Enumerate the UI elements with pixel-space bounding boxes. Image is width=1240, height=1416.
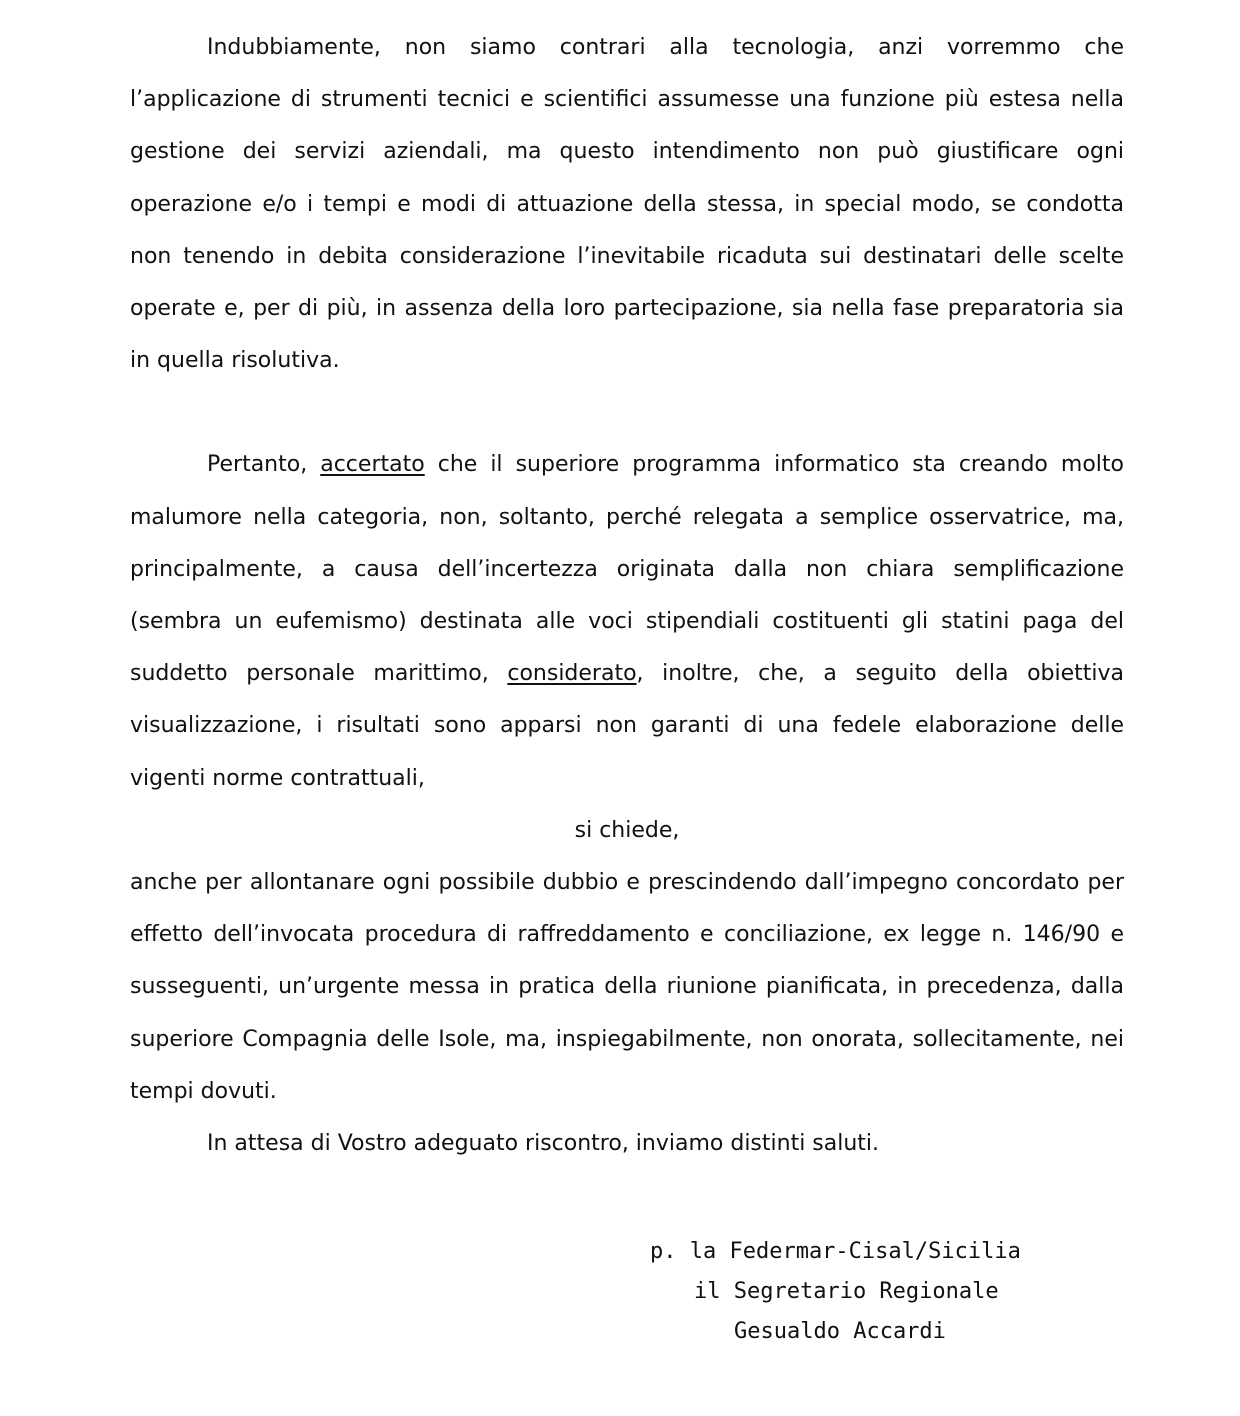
signature-block <box>650 1232 1050 1352</box>
closing-line: In attesa di Vostro adeguato riscontro, inviamo distinti saluti. <box>207 1131 880 1157</box>
request-heading: si chiede, <box>574 817 680 843</box>
pertanto-text-c: , inoltre, che, a seguito della obiettiva visualizzazione, i risultati sono apparsi non garanti di una fedele elaborazione delle vigenti norme contrattuali, <box>130 661 1125 791</box>
pertanto-text-a: Pertanto, <box>207 452 321 478</box>
paragraph-request: anche per allontanare ogni possibile dubbio e prescindendo dall’impegno concordato per effetto dell’invocata procedura di raffreddamento e conciliazione, ex legge n. 146/90 e susseguenti, un’urgente messa in pratica della riunione pianificata, in precedenza, dalla superiore Compagnia delle Isole, ma, inspiegabilmente, non onorata, sollecitamente, nei tempi dovuti. <box>130 870 1124 1104</box>
signature-org: p. la Federmar-Cisal/Sicilia <box>650 1239 1021 1264</box>
paragraph-pertanto <box>130 439 1124 804</box>
paragraph-gap <box>130 387 1124 439</box>
signature-name: Gesualdo Accardi <box>734 1319 946 1344</box>
underlined-accertato: accertato <box>320 452 425 478</box>
paragraph-intro: Indubbiamente, non siamo contrari alla tecnologia, anzi vorremmo che l’applicazione di strumenti tecnici e scientifici assumesse una funzione più estesa nella gestione dei servizi aziendali, ma questo intendimento non può giustificare ogni operazione e/o i tempi e modi di attuazione della stessa, in special modo, se condotta non tenendo in debita considerazione l’inevitabile ricaduta sui destinatari delle scelte operate e, per di più, in assenza della loro partecipazione, sia nella fase preparatoria sia in quella risolutiva. <box>130 35 1124 374</box>
underlined-considerato: considerato <box>507 661 637 687</box>
signature-role: il Segretario Regionale <box>694 1279 999 1304</box>
letter-body <box>130 22 1124 1170</box>
pertanto-text-b: che il superiore programma informatico sta creando molto malumore nella categoria, non, soltanto, perché relegata a semplice osservatrice, ma, principalmente, a causa dell’incertezza originata dalla non chiara semplificazione (sembra un eufemismo) destinata alle voci stipendiali costituenti gli statini paga del suddetto personale marittimo, <box>130 452 1125 687</box>
